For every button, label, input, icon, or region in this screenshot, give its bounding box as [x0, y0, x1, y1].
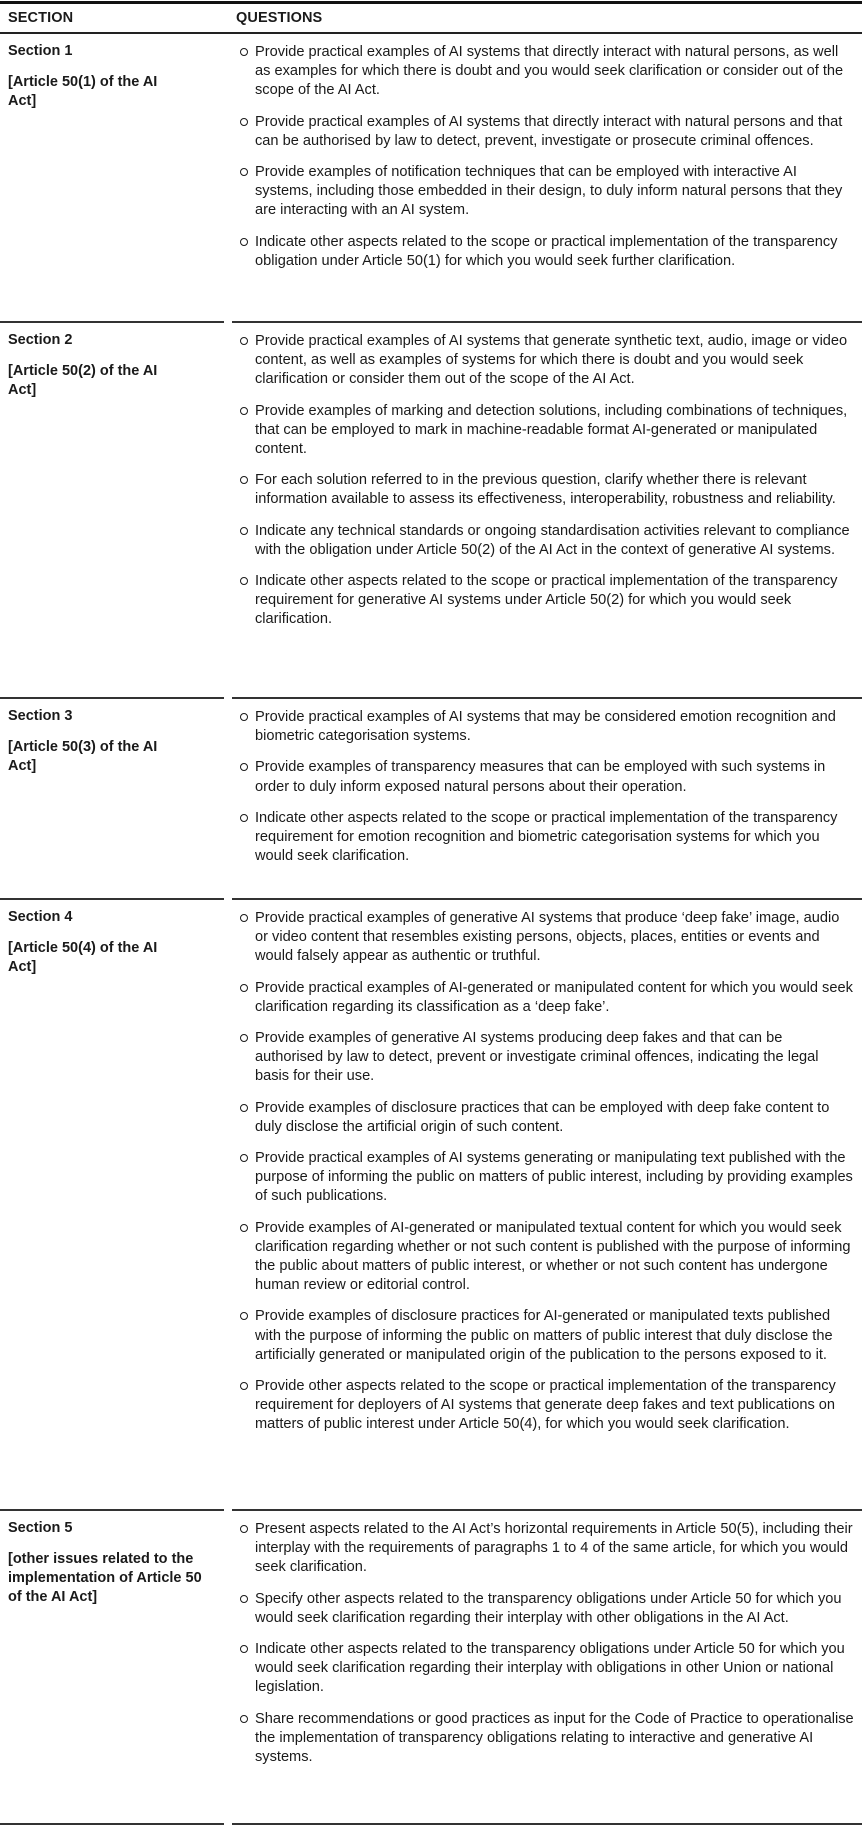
question-item	[236, 1590, 854, 1628]
section-cell	[0, 34, 236, 323]
questions-cell	[236, 699, 862, 900]
question-text: Provide practical examples of AI systems that directly interact with natural persons and that can be authorised by law to detect, prevent, investigate or prosecute criminal offences.	[255, 113, 843, 149]
section-title: Section 2	[8, 332, 73, 348]
question-item	[236, 1219, 854, 1296]
questions-table	[0, 1, 862, 1825]
section-title: Section 4	[8, 909, 73, 925]
bullet-circle-icon	[236, 332, 255, 390]
question-item	[236, 572, 854, 630]
question-item	[236, 1640, 854, 1698]
bullet-circle-icon	[236, 1590, 255, 1628]
question-text: Specify other aspects related to the transparency obligations under Article 50 for which you would seek clarification regarding their interplay with other obligations in the AI Act.	[255, 1590, 842, 1626]
question-item	[236, 708, 854, 746]
question-item	[236, 402, 854, 460]
bullet-circle-icon	[236, 708, 255, 746]
question-item	[236, 522, 854, 560]
bullet-circle-icon	[236, 758, 255, 796]
question-text: Provide other aspects related to the scope or practical implementation of the transparency requirement for deployers of AI systems that generate deep fakes and text publications on matters of public interest under Article 50(4), for which you would seek clarification.	[255, 1378, 836, 1433]
section-article-reference: [Article 50(2) of the AI Act]	[8, 363, 158, 398]
section-article-reference: [Article 50(3) of the AI Act]	[8, 739, 158, 774]
bullet-circle-icon	[236, 43, 255, 101]
question-text: Indicate other aspects related to the transparency obligations under Article 50 for which you would seek clarification regarding their interplay with obligations in other Union or national legislation.	[255, 1641, 845, 1696]
bullet-circle-icon	[236, 1520, 255, 1578]
question-item	[236, 809, 854, 867]
bullet-circle-icon	[236, 402, 255, 460]
section-article-reference: [other issues related to the implementation of Article 50 of the AI Act]	[8, 1551, 202, 1605]
question-text: Provide examples of disclosure practices that can be employed with deep fake content to duly disclose the artificial origin of such content.	[255, 1099, 830, 1135]
question-text: Indicate other aspects related to the scope or practical implementation of the transparency obligation under Article 50(1) for which you would seek further clarification.	[255, 233, 838, 269]
question-text: Provide practical examples of AI systems that generate synthetic text, audio, image or video content, as well as examples of systems for which there is doubt and you would seek clarification or consider them out of the scope of the AI Act.	[255, 333, 848, 388]
bullet-circle-icon	[236, 1710, 255, 1768]
questions-cell	[236, 34, 862, 323]
question-item	[236, 979, 854, 1017]
question-item	[236, 1520, 854, 1578]
questions-cell	[236, 1511, 862, 1825]
table-row	[0, 323, 862, 699]
bullet-circle-icon	[236, 1099, 255, 1137]
question-text: Indicate other aspects related to the scope or practical implementation of the transparency requirement for emotion recognition and biometric categorisation systems for which you would seek clarification.	[255, 809, 838, 865]
question-text: Provide practical examples of AI systems that directly interact with natural persons, as well as examples for which there is doubt and you would seek clarification or consider out of the scope of the AI Act.	[255, 44, 844, 99]
questions-column-header: QUESTIONS	[236, 10, 323, 26]
section-article-reference: [Article 50(1) of the AI Act]	[8, 74, 158, 109]
bullet-circle-icon	[236, 1307, 255, 1365]
bullet-circle-icon	[236, 1640, 255, 1698]
question-item	[236, 43, 854, 101]
table-row	[0, 1511, 862, 1825]
table-header	[0, 4, 862, 34]
section-article-reference: [Article 50(4) of the AI Act]	[8, 940, 158, 975]
question-item	[236, 163, 854, 221]
questions-cell	[236, 900, 862, 1511]
question-item	[236, 1029, 854, 1087]
section-cell	[0, 900, 236, 1511]
question-text: Share recommendations or good practices as input for the Code of Practice to operationalise the implementation of transparency obligations relating to interactive and generative AI systems.	[255, 1710, 854, 1766]
bullet-circle-icon	[236, 163, 255, 221]
bullet-circle-icon	[236, 471, 255, 509]
question-text: Present aspects related to the AI Act’s horizontal requirements in Article 50(5), including their interplay with the requirements of paragraphs 1 to 4 of the same article, for which you would seek clarification.	[255, 1521, 853, 1576]
section-cell	[0, 323, 236, 699]
bullet-circle-icon	[236, 1149, 255, 1207]
question-text: For each solution referred to in the previous question, clarify whether there is relevant information available to assess its effectiveness, interoperability, robustness and reliability.	[255, 472, 836, 508]
question-text: Provide examples of transparency measures that can be employed with such systems in order to duly inform exposed natural persons about their operation.	[255, 759, 826, 795]
question-item	[236, 233, 854, 271]
question-text: Provide examples of disclosure practices for AI-generated or manipulated texts published with the purpose of informing the public on matters of public interest that duly disclose the artificially generated or manipulated origin of the publication to the persons exposed to it.	[255, 1308, 833, 1363]
section-title: Section 3	[8, 708, 73, 724]
question-text: Provide practical examples of AI systems that may be considered emotion recognition and biometric categorisation systems.	[255, 709, 836, 745]
questions-cell	[236, 323, 862, 699]
question-text: Provide practical examples of AI systems generating or manipulating text published with the purpose of informing the public on matters of public interest, including by providing examples of such publications.	[255, 1150, 853, 1205]
bullet-circle-icon	[236, 1219, 255, 1296]
question-item	[236, 1710, 854, 1768]
bullet-circle-icon	[236, 1377, 255, 1435]
question-text: Provide practical examples of AI-generated or manipulated content for which you would seek clarification regarding its classification as a ‘deep fake’.	[255, 979, 853, 1015]
section-column-header: SECTION	[8, 10, 74, 26]
question-text: Indicate any technical standards or ongoing standardisation activities relevant to compliance with the obligation under Article 50(2) of the AI Act in the context of generative AI systems.	[255, 522, 850, 558]
bullet-circle-icon	[236, 572, 255, 630]
bullet-circle-icon	[236, 113, 255, 151]
question-text: Indicate other aspects related to the scope or practical implementation of the transparency requirement for generative AI systems under Article 50(2) for which you would seek clarification.	[255, 573, 838, 628]
table-row	[0, 34, 862, 323]
bullet-circle-icon	[236, 909, 255, 967]
table-row	[0, 900, 862, 1511]
bullet-circle-icon	[236, 522, 255, 560]
question-item	[236, 909, 854, 967]
question-text: Provide examples of notification techniques that can be employed with interactive AI systems, including those embedded in their design, to duly inform natural persons that they are interacting with an AI system.	[255, 164, 843, 219]
question-item	[236, 758, 854, 796]
question-item	[236, 1099, 854, 1137]
section-title: Section 1	[8, 43, 73, 59]
row-divider	[0, 1823, 862, 1825]
bullet-circle-icon	[236, 1029, 255, 1087]
question-item	[236, 1377, 854, 1435]
section-title: Section 5	[8, 1520, 73, 1536]
question-item	[236, 1307, 854, 1365]
question-item	[236, 332, 854, 390]
question-text: Provide practical examples of generative AI systems that produce ‘deep fake’ image, audio or video content that resembles existing persons, objects, places, entities or events and would falsely appear as authentic or truthful.	[255, 910, 840, 965]
table-row	[0, 699, 862, 900]
question-item	[236, 113, 854, 151]
question-item	[236, 1149, 854, 1207]
question-text: Provide examples of marking and detection solutions, including combinations of techniques, that can be employed to mark in machine-readable format AI-generated or manipulated content.	[255, 402, 848, 458]
bullet-circle-icon	[236, 233, 255, 271]
table-body	[0, 34, 862, 1825]
section-cell	[0, 699, 236, 900]
question-text: Provide examples of AI-generated or manipulated textual content for which you would seek clarification regarding whether or not such content is published with the purpose of informing the public about matters of public interest, or whether or not such content has undergone human review or editorial control.	[255, 1219, 851, 1294]
question-text: Provide examples of generative AI systems producing deep fakes and that can be authorised by law to detect, prevent or investigate criminal offences, indicating the legal basis for their use.	[255, 1030, 819, 1085]
bullet-circle-icon	[236, 809, 255, 867]
section-cell	[0, 1511, 236, 1825]
bullet-circle-icon	[236, 979, 255, 1017]
question-item	[236, 471, 854, 509]
